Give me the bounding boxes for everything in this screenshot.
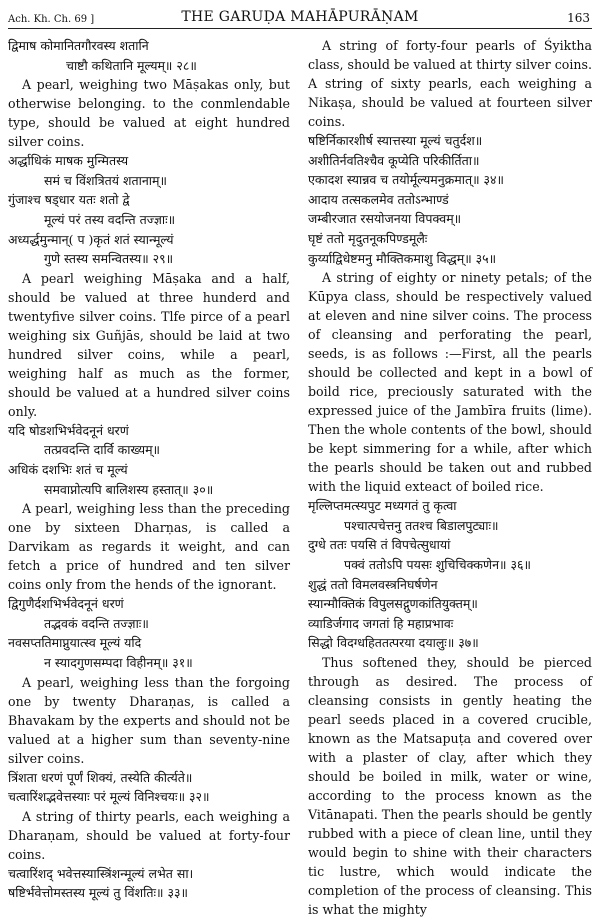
sanskrit-verse-line: यदि षोडशभिर्भवेदनूनं धरणं <box>8 422 129 438</box>
sanskrit-verse-line: सिद्धो विदग्धहिततत्परया दयालुः॥ ३७॥ <box>308 635 479 651</box>
translation-paragraph: A pearl, weighing less than the preceding one by sixteen Dharṇas, is called a Darvikam as regards it weight, and can fetch a price of hundred and ten silver coins only from the hends of the ignorant. <box>8 501 290 593</box>
sanskrit-verse-line: गुणे स्तस्य समन्वितस्य॥ २९॥ <box>44 251 174 267</box>
translation-paragraph: Thus softened they, should be pierced through as desired. The process of cleansing consists in gently heating the pearl seeds placed in a covered crucible, known as the Matsapuṭa and covered over with a plaster of clay, after which they should be boiled in milk, water or wine, according to the process known as the Vitānapati. Then the pearls should be gently rubbed with a piece of clean line, until they would begin to shine with their characters tic lustre, which would indicate the completion of the process of cleansing. This is what the mighty <box>308 654 592 917</box>
sanskrit-verse-line: समं च विंशत्रितयं शतानाम्॥ <box>44 172 167 188</box>
running-header <box>8 6 592 29</box>
sanskrit-verse-line: षष्टिर्निकारशीर्ष स्यात्तस्या मूल्यं चतुर्दश॥ <box>308 133 483 148</box>
sanskrit-verse-line: चत्वारिंशद् भवेत्तस्यास्त्रिंशन्मूल्यं लभेत सा। <box>8 865 194 881</box>
sanskrit-verse-line: चत्वारिंशद्भवेत्तस्याः परं मूल्यं विनिश्चयः॥ ३२॥ <box>8 789 210 805</box>
translation-paragraph: A pearl, weighing two Māṣakas only, but otherwise belonging. to the conmlendable type, should be valued at eight hundred silver coins. <box>8 77 290 150</box>
right-column <box>308 36 592 919</box>
sanskrit-verse-line: षष्टिर्भवेत्तोमस्तस्य मूल्यं तु विंशतिः॥ ३३॥ <box>8 885 188 901</box>
sanskrit-verse-line: त्रिंशता धरणं पूर्णं शिक्यं, तस्येति कीर्त्यते॥ <box>8 769 193 785</box>
sanskrit-verse-line: पश्चात्पचेत्तनु ततश्च बिडालपुट्याः॥ <box>344 517 499 533</box>
sanskrit-verse-line: न स्यादगुणसम्पदा विहीनम्॥ ३१॥ <box>44 654 193 670</box>
translation-paragraph: A pearl, weighing less than the forgoing one by twenty Dharaṇas, is called a Bhavakam by the experts and should not be valued at a higher sum than seventy-nine silver coins. <box>8 674 290 766</box>
sanskrit-verse-line: मृल्लिप्तमत्स्यपुट मध्यगतं तु कृत्वा <box>308 498 457 514</box>
sanskrit-verse-line: स्यान्मौक्तिकं विपुलसद्गुणकांतियुक्तम्॥ <box>308 596 478 612</box>
sanskrit-verse-line: शुद्धं ततो विमलवस्त्रनिघर्षणेन <box>308 576 438 592</box>
translation-paragraph: A string of forty-four pearls of Śyiktha class, should be valued at thirty silver coins. A string of sixty pearls, each weighing a Nikaṣa, should be valued at fourteen silver coins. <box>308 38 592 129</box>
sanskrit-verse-line: द्विमाष कोमानितगौरवस्य शतानि <box>8 38 149 53</box>
sanskrit-verse-line: गुंजाश्च षड्धार यतः शतो द्वे <box>8 192 130 208</box>
sanskrit-verse-line: कुर्य्याद्विधेष्टमनु मौक्तिकमाशु विद्धम्॥ ३५॥ <box>308 250 497 266</box>
sanskrit-verse-line: अर्द्धाधिकं माषक मुन्मितस्य <box>8 153 129 169</box>
sanskrit-verse-line: आदाय तत्सकलमेव ततोऽन्भाण्डं <box>308 191 449 207</box>
book-title: THE GARUḌA MAHĀPURĀṆAM <box>181 9 419 25</box>
sanskrit-verse-line: घृष्टं ततो मृदुतनूकपिण्डमूलैः <box>308 230 428 246</box>
sanskrit-verse-line: तत्प्रवदन्ति दार्वि काख्यम्॥ <box>44 442 161 458</box>
sanskrit-verse-line: दुग्धे ततः पयसि तं विपचेत्सुधायां <box>308 537 451 553</box>
sanskrit-verse-line: नवसप्ततिमाप्नुयात्स्व मूल्यं यदि <box>8 635 142 651</box>
sanskrit-verse-line: अशीतिर्नवतिश्चैव कूप्येति परिकीर्तिता॥ <box>308 152 480 168</box>
chapter-reference: Ach. Kh. Ch. 69 ] <box>8 14 95 25</box>
sanskrit-verse-line: द्विगुणैर्दशभिर्भवेदनूनं धरणं <box>8 596 124 612</box>
sanskrit-verse-line: चाष्टौ कथितानि मूल्यम्॥ २८॥ <box>66 57 197 73</box>
sanskrit-verse-line: अध्यर्द्धमुन्मान्( प )कृतं शतं स्यान्मूल्यं <box>8 231 174 247</box>
sanskrit-verse-line: एकादश स्यान्नव च तयोर्मूल्यमनुक्रमात्॥ ३४॥ <box>308 172 505 188</box>
sanskrit-verse-line: जम्बीरजात रसयोजनया विपक्वम्॥ <box>308 211 462 227</box>
sanskrit-verse-line: मूल्यं परं तस्य वदन्ति तज्ज्ञाः॥ <box>44 211 176 227</box>
left-column <box>8 36 290 903</box>
page-number: 163 <box>567 11 590 25</box>
translation-paragraph: A string of eighty or ninety petals; of the Kūpya class, should be respectively valued at eleven and nine silver coins. The process of cleansing and perforating the pearl, seeds, is as follows :—First, all the pearls should be collected and kept in a bowl of boild rice, preciously saturated with the expressed juice of the Jambīra fruits (lime). Then the whole contents of the bowl, should be kept simmering for a while, after which the pearls should be taken out and rubbed with the liquid exteact of boiled rice. <box>308 270 592 495</box>
translation-paragraph: A pearl weighing Māṣaka and a half, should be valued at three hunderd and twentyfive silver coins. Tlfe pirce of a pearl weighing six Guñjās, should be laid at two hundred silver coins, while a pearl, weighing half as much as the former, should be valued at a hundred silver coins only. <box>8 270 290 419</box>
translation-paragraph: A string of thirty pearls, each weighing a Dharaṇam, should be valued at forty-four coins. <box>8 808 290 862</box>
sanskrit-verse-line: समवाप्नोत्यपि बालिशस्य हस्तात्॥ ३०॥ <box>44 481 214 497</box>
sanskrit-verse-line: व्याडिर्जगाद जगतां हि महाप्रभावः <box>308 615 454 631</box>
sanskrit-verse-line: पक्वं ततोऽपि पयसः शुचिचिक्कणेन॥ ३६॥ <box>344 556 531 572</box>
sanskrit-verse-line: तद्भवकं वदन्ति तज्ज्ञाः॥ <box>44 615 149 631</box>
sanskrit-verse-line: अधिकं दशभिः शतं च मूल्यं <box>8 461 128 477</box>
